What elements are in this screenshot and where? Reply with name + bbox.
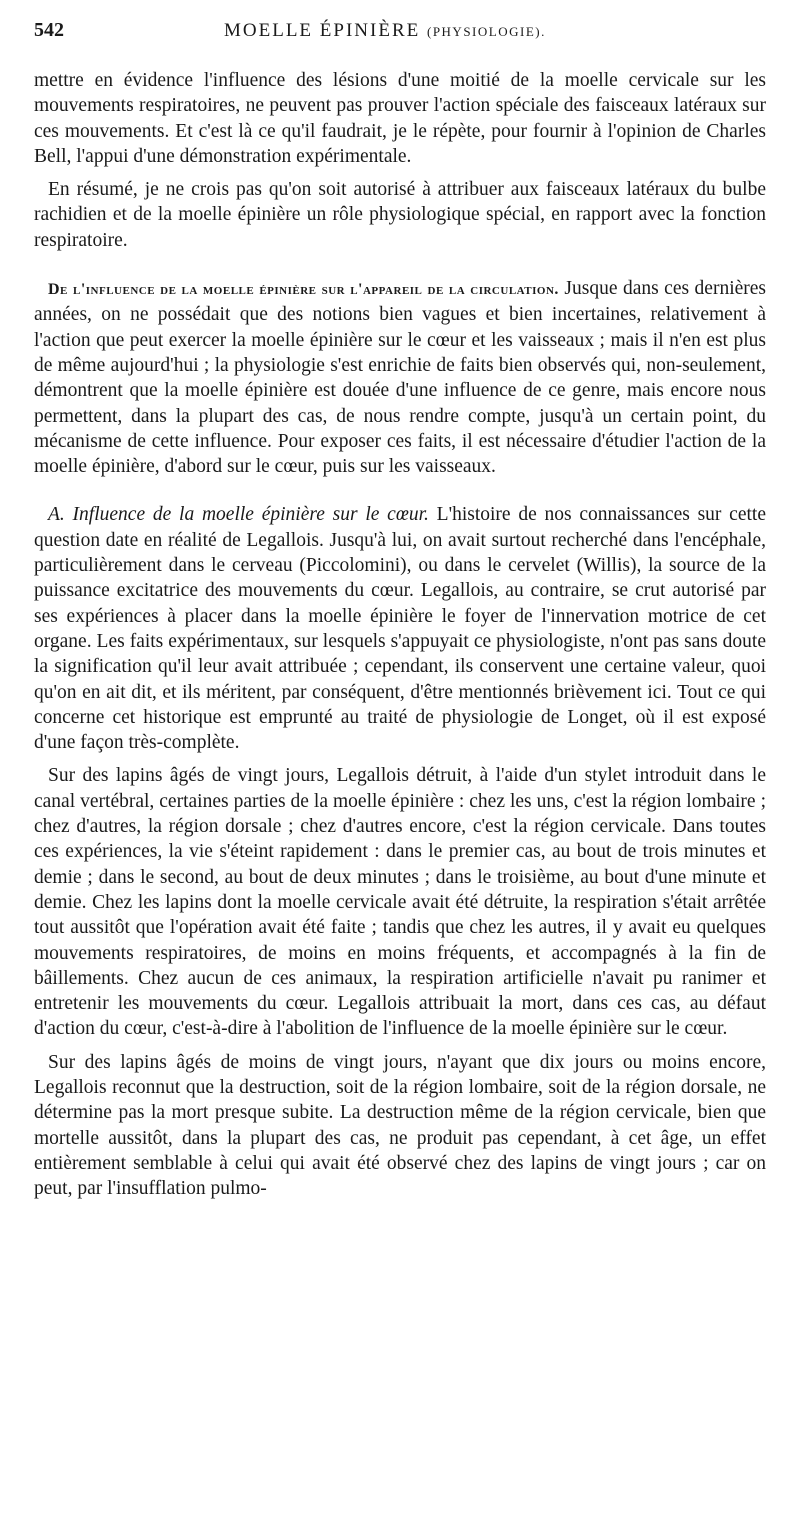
paragraph-circulation-text: Jusque dans ces dernières années, on ne possédait que des notions bien vagues et bien incertaines, relativement à l'action que peut exercer la moelle épinière sur le cœur et les vaisseaux ; mais il n'en est plus de même aujourd'hui ; la physiologie s'est enrichie de faits bien observés qui, non-seulement, démontrent que la moelle épinière est douée d'une influence de ce genre, mais encore nous permettent, dans la plupart des cas, de nous rendre compte, jusqu'à un certain point, du mécanisme de cette influence. Pour exposer ces faits, il est nécessaire d'étudier l'action de la moelle épinière, d'abord sur le cœur, puis sur les vaisseaux.: [34, 278, 767, 478]
paragraph-heart-text: L'histoire de nos connaissances sur cette question date en réalité de Legallois. Jusqu'à lui, on avait surtout recherché dans l'encéphale, particulièrement dans le cerveau (Piccolomini), ou dans le cervelet (Willis), la source de la puissance excitatrice des mouvements du cœur. Legallois, au contraire, se crut autorisé par ses expériences à placer dans la moelle épinière le foyer de l'innervation motrice de cet organe. Les faits expérimentaux, sur lesquels s'appuyait ce physiologiste, n'ont pas sans doute la signification qu'il leur avait attribuée ; cependant, ils conservent une certaine valeur, quoi qu'on en ait dit, et ils méritent, par conséquent, d'être mentionnés brièvement ici. Tout ce qui concerne cet historique est emprunté au traité de physiologie de Longet, où il est exposé d'une façon très-complète.: [34, 504, 766, 754]
paragraph-heart: [34, 502, 766, 755]
paragraph-summary: En résumé, je ne crois pas qu'on soit autorisé à attribuer aux faisceaux latéraux du bulbe rachidien et de la moelle épinière un rôle physiologique spécial, en rapport avec la fonction respiratoire.: [34, 179, 766, 251]
page-number: 542: [34, 19, 64, 41]
paragraph-circulation: [34, 276, 766, 479]
running-header: [34, 18, 766, 48]
section-heading-circulation: De l'influence de la moelle épinière sur l'appareil de la circulation.: [48, 281, 559, 299]
running-title-text: MOELLE ÉPINIÈRE: [224, 20, 421, 41]
paragraph-rabbits-twenty-days: Sur des lapins âgés de vingt jours, Legallois détruit, à l'aide d'un stylet introduit dans le canal vertébral, certaines parties de la moelle épinière : chez les uns, c'est la région lombaire ; chez d'autres, la région dorsale ; chez d'autres encore, c'est la région cervicale. Dans toutes ces expériences, la vie s'éteint rapidement : dans le premier cas, au bout de trois minutes et demie ; dans le second, au bout de deux minutes ; dans le troisième, au bout d'une minute et demie. Chez les lapins dont la moelle cervicale avait été détruite, la respiration s'était arrêtée tout aussitôt que l'opération avait été faite ; tandis que chez les autres, il y avait eu quelques mouvements respiratoires, de moins en moins fréquents, et accompagnés à la fin de bâillements. Chez aucun de ces animaux, la respiration artificielle n'avait pu ranimer et entretenir les mouvements du cœur. Legallois attribuait la mort, dans ces cas, au défaut d'action du cœur, c'est-à-dire à l'abolition de l'influence de la moelle épinière sur le cœur.: [34, 765, 766, 1040]
spacer: [34, 169, 766, 177]
paragraph-continuation: mettre en évidence l'influence des lésions d'une moitié de la moelle cervicale sur les mouvements respiratoires, ne peuvent pas prouver l'action spéciale des faisceaux latéraux sur ces mouvements. Et c'est là ce qu'il faudrait, je le répète, pour fournir à l'opinion de Charles Bell, l'appui d'une démonstration expérimentale.: [34, 70, 766, 167]
paragraph-rabbits-younger: Sur des lapins âgés de moins de vingt jours, n'ayant que dix jours ou moins encore, Legallois reconnut que la destruction, soit de la région lombaire, soit de la région dorsale, ne détermine pas la mort presque subite. La destruction même de la région cervicale, bien que mortelle aussitôt, dans la plupart des cas, ne produit pas cependant, à cet âge, un effet entièrement semblable à celui qui avait été observé chez des lapins de vingt jours ; car on peut, par l'insufflation pulmo-: [34, 1051, 766, 1200]
spacer: [34, 479, 766, 502]
running-subtitle: (PHYSIOLOGIE).: [426, 24, 546, 39]
spacer: [34, 1042, 766, 1050]
spacer: [34, 755, 766, 763]
book-page: [34, 18, 766, 1201]
running-title: [224, 18, 546, 44]
spacer: [34, 253, 766, 276]
subsection-heading-heart: A. Influence de la moelle épinière sur le cœur.: [48, 504, 429, 526]
